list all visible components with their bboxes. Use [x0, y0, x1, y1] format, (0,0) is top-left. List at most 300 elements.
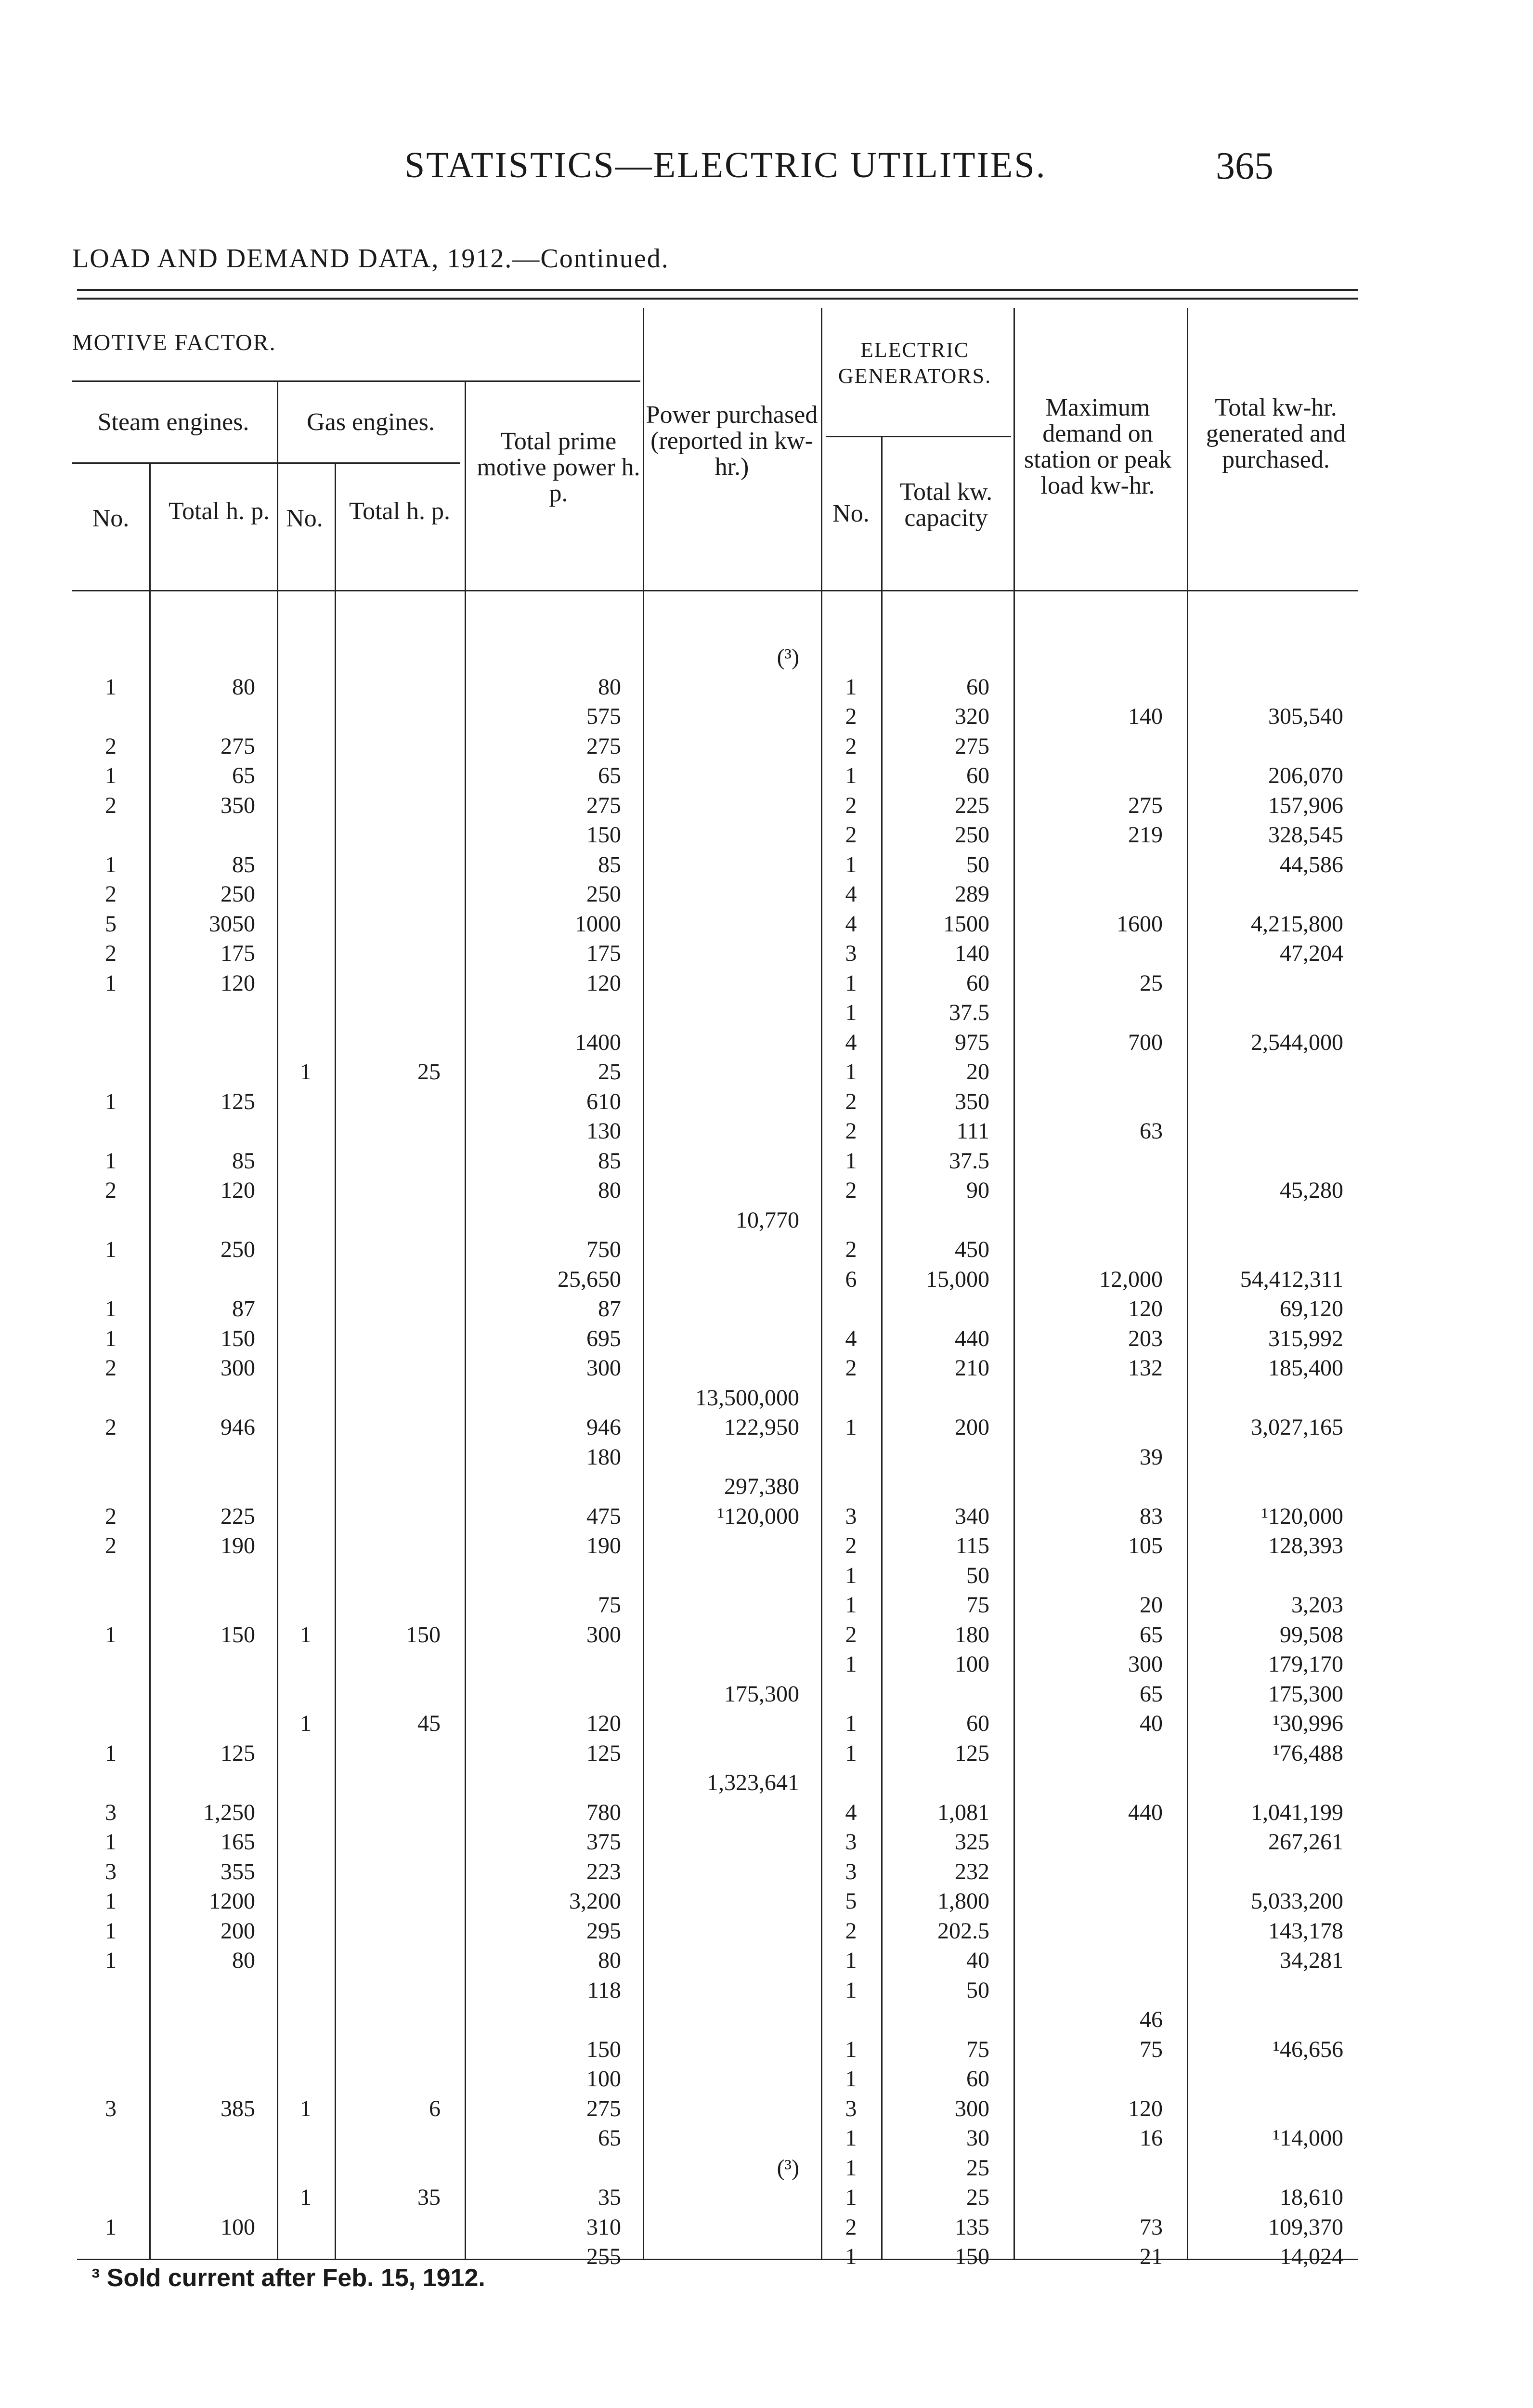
- cell-steam-hp: 300: [221, 1355, 255, 1381]
- cell-max-demand: 12,000: [1099, 1266, 1163, 1292]
- cell-gen-no: 2: [845, 792, 857, 818]
- cell-gen-kw: 275: [955, 733, 989, 759]
- cell-steam-no: 1: [105, 1622, 117, 1648]
- cell-total-kwhr: 18,610: [1280, 2185, 1343, 2210]
- cell-steam-hp: 65: [232, 763, 255, 788]
- running-title: STATISTICS—ELECTRIC UTILITIES.: [404, 145, 1047, 185]
- cell-steam-no: 1: [105, 970, 117, 996]
- cell-gen-kw: 450: [955, 1237, 989, 1262]
- cell-prime-hp: 250: [586, 881, 621, 907]
- header-motive-factor: MOTIVE FACTOR.: [72, 330, 276, 355]
- cell-total-kwhr: 2,544,000: [1251, 1029, 1343, 1055]
- cell-gen-kw: 100: [955, 1651, 989, 1677]
- cell-power-kwhr: 10,770: [736, 1207, 799, 1233]
- cell-gen-kw: 60: [966, 763, 989, 788]
- cell-gen-kw: 50: [966, 1562, 989, 1588]
- cell-gen-kw: 60: [966, 674, 989, 700]
- cell-prime-hp: 3,200: [569, 1888, 621, 1914]
- cell-gen-no: 5: [845, 1888, 857, 1914]
- cell-gen-kw: 225: [955, 792, 989, 818]
- cell-gas-no: 1: [300, 1711, 312, 1736]
- cell-gen-kw: 140: [955, 941, 989, 966]
- cell-prime-hp: 118: [587, 1977, 621, 2003]
- cell-steam-hp: 85: [232, 1148, 255, 1174]
- header-gas-hp: Total h. p.: [349, 497, 451, 525]
- cell-total-kwhr: 328,545: [1268, 822, 1343, 848]
- cell-gen-kw: 320: [955, 704, 989, 729]
- cell-gen-no: 3: [845, 2095, 857, 2121]
- cell-steam-hp: 275: [221, 733, 255, 759]
- cell-power-kwhr: 297,380: [724, 1474, 799, 1499]
- page-header: [0, 144, 1533, 202]
- cell-prime-hp: 275: [586, 792, 621, 818]
- cell-power-kwhr: (³): [777, 2155, 799, 2181]
- cell-gen-kw: 37.5: [949, 1000, 989, 1025]
- cell-prime-hp: 150: [586, 822, 621, 848]
- cell-gen-no: 4: [845, 1325, 857, 1351]
- cell-gen-kw: 180: [955, 1622, 989, 1648]
- cell-total-kwhr: 315,992: [1268, 1325, 1343, 1351]
- cell-steam-no: 1: [105, 851, 117, 877]
- cell-steam-no: 3: [105, 1858, 117, 1885]
- cell-prime-hp: 85: [598, 851, 621, 877]
- cell-steam-hp: 125: [221, 1088, 255, 1114]
- cell-total-kwhr: 99,508: [1280, 1622, 1343, 1648]
- cell-gen-kw: 20: [966, 1059, 989, 1085]
- cell-steam-no: 2: [105, 733, 117, 759]
- cell-prime-hp: 87: [598, 1296, 621, 1322]
- cell-gen-no: 1: [845, 1740, 857, 1766]
- cell-power-kwhr: 13,500,000: [695, 1385, 799, 1411]
- cell-prime-hp: 1400: [575, 1029, 621, 1055]
- header-power-purchased: Power purchased (reported in kw-hr.): [646, 401, 818, 481]
- cell-steam-hp: 125: [221, 1740, 255, 1766]
- cell-power-kwhr: (³): [777, 644, 799, 670]
- cell-prime-hp: 35: [598, 2185, 621, 2210]
- cell-gen-no: 4: [845, 1029, 857, 1055]
- cell-max-demand: 63: [1140, 1118, 1163, 1144]
- page-number: 365: [1216, 145, 1273, 187]
- cell-steam-hp: 250: [221, 881, 255, 907]
- cell-steam-hp: 80: [232, 1948, 255, 1973]
- cell-total-kwhr: 206,070: [1268, 763, 1343, 788]
- cell-gen-kw: 50: [966, 1977, 989, 2003]
- cell-power-kwhr: 122,950: [724, 1414, 799, 1440]
- header-gas-engines: Gas engines.: [307, 408, 435, 436]
- cell-prime-hp: 85: [598, 1148, 621, 1174]
- cell-gen-kw: 1,081: [937, 1799, 989, 1825]
- cell-gen-no: 1: [845, 1977, 857, 2003]
- header-total-kwhr: Total kw-hr. generated and purchased.: [1206, 394, 1346, 473]
- header-line-motive: [72, 380, 640, 382]
- cell-prime-hp: 1000: [575, 911, 621, 937]
- cell-gen-no: 3: [845, 1503, 857, 1529]
- cell-max-demand: 65: [1140, 1681, 1163, 1707]
- cell-total-kwhr: ¹14,000: [1273, 2125, 1343, 2151]
- cell-gen-kw: 25: [966, 2155, 989, 2181]
- cell-steam-hp: 350: [221, 792, 255, 818]
- cell-total-kwhr: 175,300: [1268, 1681, 1343, 1707]
- cell-gen-no: 2: [845, 1088, 857, 1114]
- header-steam-no: No.: [92, 505, 130, 532]
- cell-gen-kw: 232: [955, 1858, 989, 1885]
- cell-steam-no: 3: [105, 1799, 117, 1825]
- cell-gen-no: 1: [845, 851, 857, 877]
- cell-prime-hp: 180: [586, 1444, 621, 1470]
- cell-prime-hp: 575: [586, 704, 621, 729]
- cell-steam-hp: 165: [221, 1829, 255, 1855]
- cell-steam-no: 1: [105, 1148, 117, 1174]
- cell-steam-hp: 175: [221, 941, 255, 966]
- cell-gen-no: 2: [845, 1355, 857, 1381]
- cell-total-kwhr: 3,203: [1291, 1592, 1343, 1618]
- cell-total-kwhr: 69,120: [1280, 1296, 1343, 1322]
- cell-gen-kw: 1,800: [937, 1888, 989, 1914]
- cell-max-demand: 300: [1128, 1651, 1163, 1677]
- cell-max-demand: 1600: [1117, 911, 1163, 937]
- cell-steam-no: 1: [105, 1325, 117, 1351]
- cell-total-kwhr: 3,027,165: [1251, 1414, 1343, 1440]
- cell-steam-no: 1: [105, 1829, 117, 1855]
- cell-gen-no: 2: [845, 1622, 857, 1648]
- cell-gen-kw: 50: [966, 851, 989, 877]
- cell-total-kwhr: 45,280: [1280, 1178, 1343, 1203]
- cell-steam-no: 1: [105, 1237, 117, 1262]
- cell-gen-kw: 340: [955, 1503, 989, 1529]
- cell-prime-hp: 695: [586, 1325, 621, 1351]
- cell-gen-no: 4: [845, 881, 857, 907]
- cell-gas-hp: 150: [406, 1622, 441, 1648]
- cell-gen-no: 2: [845, 733, 857, 759]
- cell-max-demand: 140: [1128, 704, 1163, 729]
- header-max-demand: Maximum demand on station or peak load kw-hr.: [1024, 394, 1172, 499]
- header-steam-engines: Steam engines.: [97, 408, 249, 436]
- cell-total-kwhr: ¹46,656: [1273, 2036, 1343, 2062]
- cell-prime-hp: 255: [586, 2244, 621, 2269]
- cell-power-kwhr: 1,323,641: [707, 1770, 799, 1795]
- cell-total-kwhr: 185,400: [1268, 1355, 1343, 1381]
- cell-max-demand: 25: [1140, 970, 1163, 996]
- cell-gen-kw: 75: [966, 2036, 989, 2062]
- cell-gen-kw: 60: [966, 1711, 989, 1736]
- cell-total-kwhr: 34,281: [1280, 1948, 1343, 1973]
- header-electric-generators: ELECTRIC GENERATORS.: [838, 338, 992, 388]
- cell-gen-kw: 210: [955, 1355, 989, 1381]
- cell-total-kwhr: 5,033,200: [1251, 1888, 1343, 1914]
- cell-gen-no: 1: [845, 1414, 857, 1440]
- cell-gen-kw: 350: [955, 1088, 989, 1114]
- cell-steam-no: 1: [105, 1888, 117, 1914]
- cell-gen-no: 1: [845, 1059, 857, 1085]
- cell-max-demand: 65: [1140, 1622, 1163, 1648]
- cell-steam-no: 2: [105, 941, 117, 966]
- cell-total-kwhr: 1,041,199: [1251, 1799, 1343, 1825]
- cell-prime-hp: 175: [586, 941, 621, 966]
- cell-prime-hp: 25: [598, 1059, 621, 1085]
- cell-prime-hp: 223: [586, 1858, 621, 1885]
- col-sep-2: [277, 380, 278, 2259]
- cell-gas-hp: 6: [429, 2095, 441, 2121]
- cell-steam-no: 3: [105, 2095, 117, 2121]
- cell-steam-hp: 3050: [209, 911, 255, 937]
- cell-total-kwhr: 47,204: [1280, 941, 1343, 966]
- cell-prime-hp: 300: [586, 1622, 621, 1648]
- cell-prime-hp: 65: [598, 2125, 621, 2151]
- cell-gen-no: 1: [845, 1651, 857, 1677]
- cell-prime-hp: 80: [598, 1178, 621, 1203]
- header-line-engines: [72, 462, 460, 464]
- cell-total-kwhr: 305,540: [1268, 704, 1343, 729]
- cell-power-kwhr: 175,300: [724, 1681, 799, 1707]
- cell-steam-hp: 190: [221, 1533, 255, 1558]
- top-rule-1: [77, 289, 1358, 291]
- cell-prime-hp: 120: [586, 1711, 621, 1736]
- cell-gen-kw: 115: [955, 1533, 989, 1558]
- cell-total-kwhr: 44,586: [1280, 851, 1343, 877]
- cell-steam-hp: 1200: [209, 1888, 255, 1914]
- cell-gas-hp: 35: [417, 2185, 441, 2210]
- cell-prime-hp: 125: [586, 1740, 621, 1766]
- cell-total-kwhr: ¹76,488: [1273, 1740, 1343, 1766]
- cell-max-demand: 39: [1140, 1444, 1163, 1470]
- cell-steam-no: 1: [105, 1948, 117, 1973]
- cell-total-kwhr: 267,261: [1268, 1829, 1343, 1855]
- cell-gen-no: 1: [845, 1711, 857, 1736]
- cell-prime-hp: 120: [586, 970, 621, 996]
- header-prime-motive: Total prime motive power h. p.: [477, 428, 640, 507]
- col-sep-3: [335, 462, 336, 2259]
- cell-max-demand: 132: [1128, 1355, 1163, 1381]
- cell-gen-kw: 150: [955, 2244, 989, 2269]
- cell-gas-hp: 45: [417, 1711, 441, 1736]
- header-line-generators: [826, 436, 1011, 437]
- cell-max-demand: 219: [1128, 822, 1163, 848]
- cell-steam-no: 2: [105, 1503, 117, 1529]
- cell-gen-no: 2: [845, 1918, 857, 1944]
- cell-total-kwhr: ¹30,996: [1273, 1711, 1343, 1736]
- cell-steam-no: 2: [105, 1533, 117, 1558]
- cell-steam-no: 2: [105, 881, 117, 907]
- cell-max-demand: 120: [1128, 1296, 1163, 1322]
- cell-gen-kw: 60: [966, 970, 989, 996]
- cell-steam-hp: 225: [221, 1503, 255, 1529]
- cell-power-kwhr: ¹120,000: [717, 1503, 799, 1529]
- cell-prime-hp: 475: [586, 1503, 621, 1529]
- cell-steam-no: 1: [105, 1740, 117, 1766]
- cell-max-demand: 16: [1140, 2125, 1163, 2151]
- cell-steam-no: 1: [105, 1088, 117, 1114]
- cell-gen-kw: 111: [956, 1118, 989, 1144]
- cell-gen-kw: 325: [955, 1829, 989, 1855]
- cell-steam-hp: 85: [232, 851, 255, 877]
- cell-max-demand: 21: [1140, 2244, 1163, 2269]
- cell-max-demand: 46: [1140, 2007, 1163, 2032]
- cell-gen-no: 1: [845, 2036, 857, 2062]
- cell-max-demand: 120: [1128, 2095, 1163, 2121]
- cell-prime-hp: 150: [586, 2036, 621, 2062]
- cell-gen-no: 2: [845, 1118, 857, 1144]
- cell-gas-no: 1: [300, 2095, 312, 2121]
- cell-prime-hp: 130: [586, 1118, 621, 1144]
- cell-gen-no: 1: [845, 1148, 857, 1174]
- cell-steam-hp: 120: [221, 970, 255, 996]
- cell-gen-no: 2: [845, 1237, 857, 1262]
- cell-gen-no: 1: [845, 674, 857, 700]
- cell-steam-no: 2: [105, 1178, 117, 1203]
- header-bottom-line: [72, 590, 1358, 591]
- cell-gen-no: 3: [845, 1858, 857, 1885]
- cell-prime-hp: 65: [598, 763, 621, 788]
- cell-prime-hp: 300: [586, 1355, 621, 1381]
- cell-gen-kw: 60: [966, 2066, 989, 2092]
- cell-gen-no: 1: [845, 970, 857, 996]
- cell-gen-no: 1: [845, 2244, 857, 2269]
- cell-gen-kw: 90: [966, 1178, 989, 1203]
- cell-gen-no: 2: [845, 1533, 857, 1558]
- cell-steam-hp: 946: [221, 1414, 255, 1440]
- cell-prime-hp: 275: [586, 733, 621, 759]
- cell-gen-no: 2: [845, 2214, 857, 2240]
- cell-gen-kw: 37.5: [949, 1148, 989, 1174]
- cell-gen-kw: 15,000: [926, 1266, 989, 1292]
- cell-steam-hp: 1,250: [203, 1799, 255, 1825]
- cell-gen-kw: 30: [966, 2125, 989, 2151]
- cell-max-demand: 440: [1128, 1799, 1163, 1825]
- cell-gen-kw: 289: [955, 881, 989, 907]
- cell-gen-no: 1: [845, 1000, 857, 1025]
- cell-prime-hp: 190: [586, 1533, 621, 1558]
- cell-gen-no: 4: [845, 1799, 857, 1825]
- top-rule-2: [77, 298, 1358, 300]
- cell-steam-no: 2: [105, 792, 117, 818]
- cell-total-kwhr: 109,370: [1268, 2214, 1343, 2240]
- cell-gen-no: 1: [845, 1948, 857, 1973]
- cell-prime-hp: 750: [586, 1237, 621, 1262]
- cell-steam-no: 1: [105, 1918, 117, 1944]
- cell-prime-hp: 80: [598, 674, 621, 700]
- header-gen-no: No.: [832, 500, 870, 527]
- cell-prime-hp: 75: [598, 1592, 621, 1618]
- cell-total-kwhr: 143,178: [1268, 1918, 1343, 1944]
- cell-steam-no: 1: [105, 2214, 117, 2240]
- cell-total-kwhr: 4,215,800: [1251, 911, 1343, 937]
- cell-steam-hp: 150: [221, 1325, 255, 1351]
- cell-gas-no: 1: [300, 1059, 312, 1085]
- cell-gen-kw: 300: [955, 2095, 989, 2121]
- cell-gen-no: 6: [845, 1266, 857, 1292]
- cell-prime-hp: 295: [586, 1918, 621, 1944]
- cell-max-demand: 203: [1128, 1325, 1163, 1351]
- cell-gen-no: 1: [845, 1592, 857, 1618]
- cell-gen-no: 1: [845, 2155, 857, 2181]
- cell-gen-kw: 975: [955, 1029, 989, 1055]
- cell-prime-hp: 610: [586, 1088, 621, 1114]
- header-gen-kw: Total kw. capacity: [899, 478, 993, 532]
- cell-steam-no: 2: [105, 1355, 117, 1381]
- cell-gen-no: 2: [845, 704, 857, 729]
- cell-gas-hp: 25: [417, 1059, 441, 1085]
- cell-gen-no: 1: [845, 1562, 857, 1588]
- cell-steam-hp: 87: [232, 1296, 255, 1322]
- cell-gen-no: 3: [845, 1829, 857, 1855]
- cell-max-demand: 83: [1140, 1503, 1163, 1529]
- cell-steam-hp: 80: [232, 674, 255, 700]
- col-sep-5: [643, 308, 644, 2259]
- footnote: ³ Sold current after Feb. 15, 1912.: [91, 2264, 485, 2292]
- cell-gen-kw: 40: [966, 1948, 989, 1973]
- cell-steam-no: 1: [105, 763, 117, 788]
- cell-gas-no: 1: [300, 1622, 312, 1648]
- cell-prime-hp: 275: [586, 2095, 621, 2121]
- cell-total-kwhr: 14,024: [1280, 2244, 1343, 2269]
- cell-max-demand: 75: [1140, 2036, 1163, 2062]
- cell-steam-hp: 385: [221, 2095, 255, 2121]
- cell-gen-no: 3: [845, 941, 857, 966]
- cell-max-demand: 73: [1140, 2214, 1163, 2240]
- header-gas-no: No.: [286, 505, 323, 532]
- cell-max-demand: 275: [1128, 792, 1163, 818]
- cell-total-kwhr: 157,906: [1268, 792, 1343, 818]
- cell-gas-no: 1: [300, 2185, 312, 2210]
- cell-prime-hp: 25,650: [558, 1266, 621, 1292]
- cell-prime-hp: 310: [586, 2214, 621, 2240]
- cell-gen-no: 4: [845, 911, 857, 937]
- cell-total-kwhr: 128,393: [1268, 1533, 1343, 1558]
- cell-gen-kw: 75: [966, 1592, 989, 1618]
- cell-steam-no: 1: [105, 1296, 117, 1322]
- cell-gen-kw: 1500: [943, 911, 989, 937]
- cell-max-demand: 105: [1128, 1533, 1163, 1558]
- cell-gen-kw: 250: [955, 822, 989, 848]
- cell-gen-no: 1: [845, 2185, 857, 2210]
- table-caption: LOAD AND DEMAND DATA, 1912.—Continued.: [72, 244, 669, 274]
- cell-steam-hp: 355: [221, 1858, 255, 1885]
- cell-gen-kw: 440: [955, 1325, 989, 1351]
- cell-gen-kw: 200: [955, 1414, 989, 1440]
- cell-steam-no: 1: [105, 674, 117, 700]
- cell-total-kwhr: 54,412,311: [1240, 1266, 1343, 1292]
- cell-gen-no: 2: [845, 822, 857, 848]
- header-steam-hp: Total h. p.: [168, 497, 270, 525]
- cell-gen-no: 1: [845, 2066, 857, 2092]
- cell-prime-hp: 780: [586, 1799, 621, 1825]
- cell-gen-no: 1: [845, 763, 857, 788]
- cell-gen-kw: 202.5: [937, 1918, 989, 1944]
- cell-steam-hp: 200: [221, 1918, 255, 1944]
- table-bottom-line: [77, 2259, 1358, 2260]
- cell-gen-kw: 125: [955, 1740, 989, 1766]
- cell-prime-hp: 946: [586, 1414, 621, 1440]
- cell-steam-hp: 120: [221, 1178, 255, 1203]
- cell-prime-hp: 375: [586, 1829, 621, 1855]
- cell-steam-hp: 150: [221, 1622, 255, 1648]
- cell-steam-no: 5: [105, 911, 117, 937]
- cell-max-demand: 20: [1140, 1592, 1163, 1618]
- cell-max-demand: 700: [1128, 1029, 1163, 1055]
- cell-prime-hp: 80: [598, 1948, 621, 1973]
- cell-gen-no: 2: [845, 1178, 857, 1203]
- cell-total-kwhr: ¹120,000: [1261, 1503, 1343, 1529]
- cell-prime-hp: 100: [586, 2066, 621, 2092]
- cell-gen-no: 1: [845, 2125, 857, 2151]
- cell-max-demand: 40: [1140, 1711, 1163, 1736]
- cell-steam-hp: 250: [221, 1237, 255, 1262]
- cell-total-kwhr: 179,170: [1268, 1651, 1343, 1677]
- cell-steam-hp: 100: [221, 2214, 255, 2240]
- cell-gen-kw: 25: [966, 2185, 989, 2210]
- cell-gen-kw: 135: [955, 2214, 989, 2240]
- cell-steam-no: 2: [105, 1414, 117, 1440]
